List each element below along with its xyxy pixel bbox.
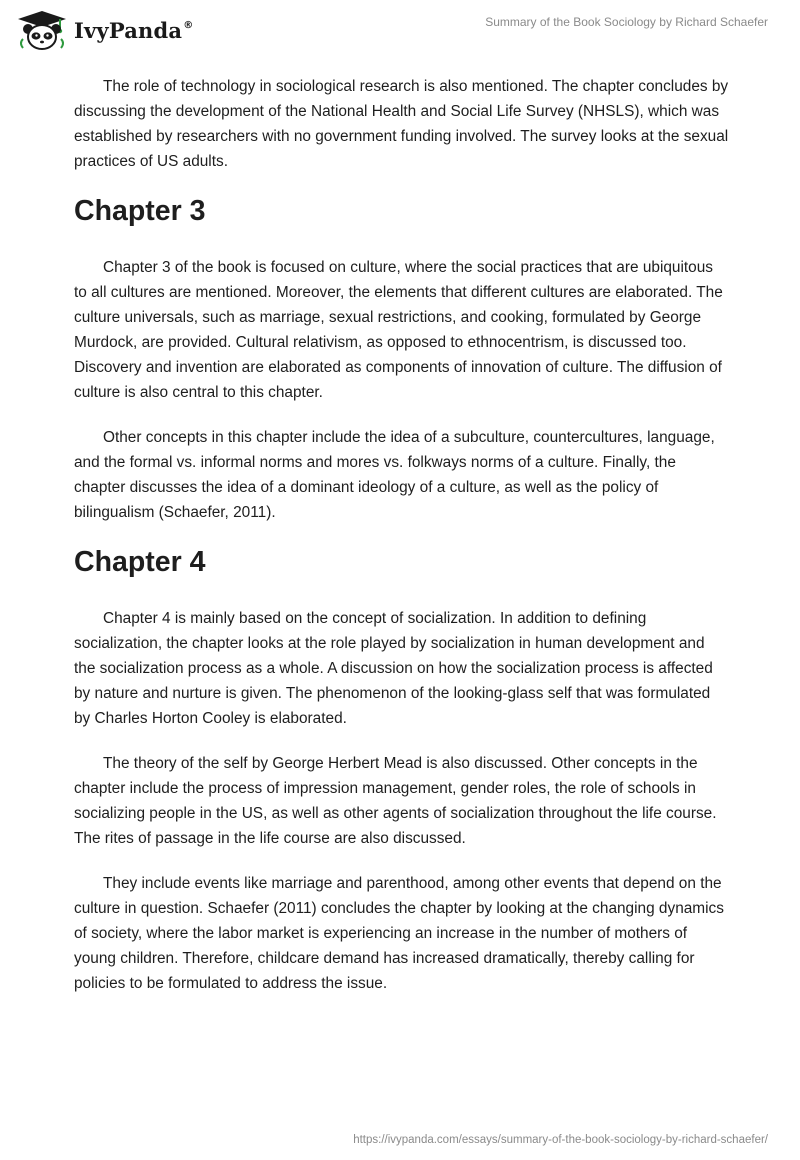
chapter-4-paragraph: Chapter 4 is mainly based on the concept of socialization. In addition to defining socialization, the chapter looks at the role played by socialization in human development and the socialization process as a whole. A discussion on how the socialization process is affected by nature and nurture is given. The phenomenon of the looking-glass self that was formulated by Charles Horton Cooley is elaborated. bbox=[74, 610, 713, 727]
chapter-4-paragraph: They include events like marriage and parenthood, among other events that depend on the culture in question. Schaefer (2011) concludes the chapter by looking at the changing dynamics of society, where the labor market is experiencing an increase in the number of mothers of young children. Therefore, childcare demand has increased dramatically, thereby calling for policies to be formulated to address the issue. bbox=[74, 875, 724, 992]
chapter-3-paragraph: Other concepts in this chapter include the idea of a subculture, countercultures, language, and the formal vs. informal norms and mores vs. folkways norms of a culture. Finally, the chapter discusses the idea of a dominant ideology of a culture, as well as the policy of bilingualism (Schaefer, 2011). bbox=[74, 429, 715, 521]
panda-graduate-icon bbox=[14, 9, 70, 51]
chapter-4-paragraph: The theory of the self by George Herbert Mead is also discussed. Other concepts in the chapter include the process of impression management, gender roles, the role of schools in socializing people in the US, as well as other agents of socialization throughout the life course. The rites of passage in the life course are also discussed. bbox=[74, 755, 717, 847]
chapter-3-paragraph: Chapter 3 of the book is focused on culture, where the social practices that are ubiquitous to all cultures are mentioned. Moreover, the elements that different cultures are elaborated. The culture universals, such as marriage, sexual restrictions, and cooking, formulated by George Murdock, are provided. Cultural relativism, as opposed to ethnocentrism, is discussed too. Discovery and invention are elaborated as components of innovation of culture. The diffusion of culture is also central to this chapter. bbox=[74, 259, 723, 401]
logo-text: IvyPanda® bbox=[74, 17, 194, 43]
page-header bbox=[0, 0, 800, 60]
chapter-4-heading: Chapter 4 bbox=[74, 546, 206, 578]
source-url[interactable]: https://ivypanda.com/essays/summary-of-the-book-sociology-by-richard-schaefer/ bbox=[353, 1134, 768, 1146]
document-title: Summary of the Book Sociology by Richard Schaefer bbox=[485, 15, 768, 29]
chapter-3-heading: Chapter 3 bbox=[74, 195, 206, 227]
ivypanda-logo[interactable] bbox=[14, 9, 193, 51]
intro-paragraph: The role of technology in sociological research is also mentioned. The chapter concludes by discussing the development of the National Health and Social Life Survey (NHSLS), which was established by researchers with no government funding involved. The survey looks at the sexual practices of US adults. bbox=[74, 78, 729, 170]
essay-body bbox=[74, 74, 730, 1016]
